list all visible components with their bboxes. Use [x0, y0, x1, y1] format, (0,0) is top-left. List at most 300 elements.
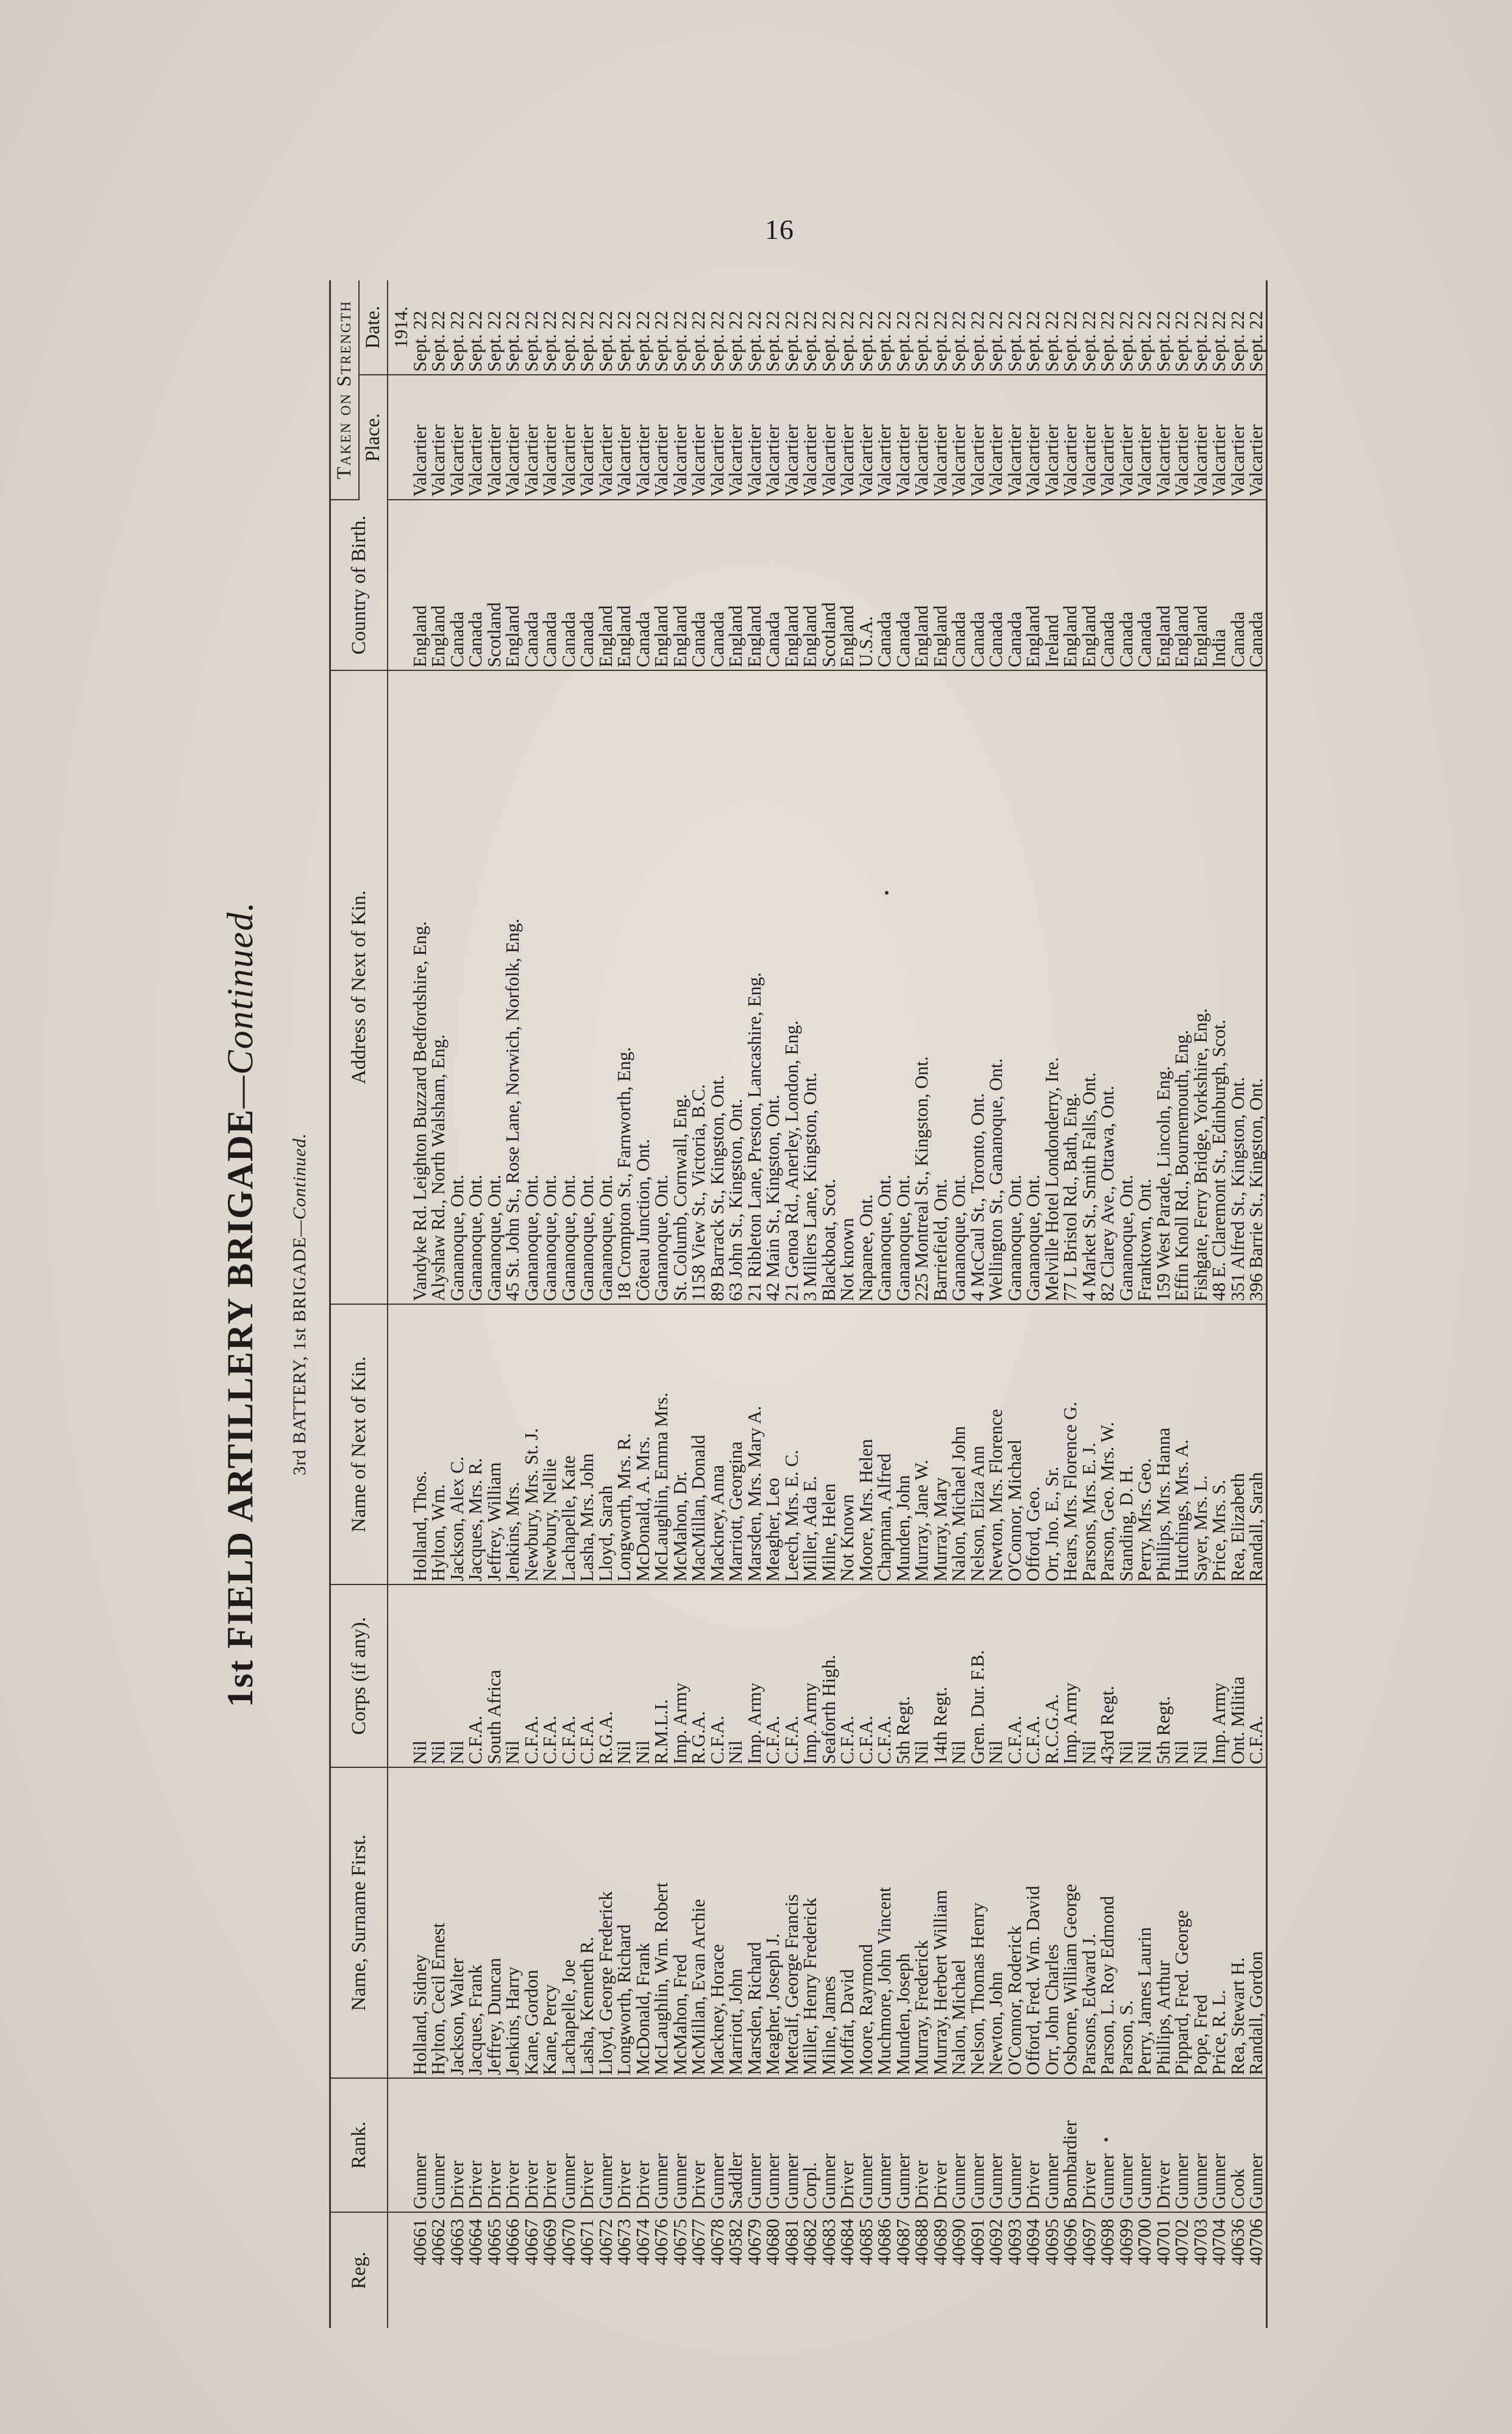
cell-corps: C.F.A.: [857, 1584, 876, 1767]
cell-next-of-kin: Nalon, Michael John: [949, 1304, 968, 1584]
cell-rank: Gunner: [1191, 2078, 1210, 2212]
cell-place: Valcartier: [1024, 375, 1043, 500]
cell-date: Sept. 22: [485, 280, 504, 375]
cell-country: England: [503, 500, 522, 670]
cell-corps: C.F.A.: [783, 1584, 801, 1767]
cell-country: Canada: [559, 500, 578, 670]
cell-corps: Imp. Army: [1210, 1584, 1229, 1767]
cell-place: Valcartier: [820, 375, 839, 500]
cell-name: Lachapelle, Joe: [559, 1767, 578, 2078]
rotated-roll: [207, 280, 1505, 2328]
table-row: [783, 280, 801, 2328]
cell-rank: Driver: [541, 2078, 559, 2212]
cell-country: Ireland: [1043, 500, 1062, 670]
cell-address: Gananoque, Ont.: [894, 670, 913, 1304]
cell-reg: 40677: [688, 2219, 709, 2266]
cell-rank: Corpl.: [801, 2078, 820, 2212]
table-row: [466, 280, 485, 2328]
cell-reg: 40680: [762, 2219, 783, 2266]
cell-address: 21 Genoa Rd., Anerley, London, Eng.: [783, 670, 801, 1304]
cell-date: Sept. 22: [1061, 280, 1080, 375]
cell-reg: 40684: [837, 2219, 857, 2266]
table-row: [1061, 280, 1080, 2328]
cell-rank: Gunner: [764, 2078, 783, 2212]
cell-rank: Driver: [578, 2078, 597, 2212]
cell-rank: Driver: [838, 2078, 857, 2212]
cell-reg: 40665: [483, 2219, 505, 2266]
cell-country: England: [912, 500, 931, 670]
cell-corps: Nil: [634, 1584, 653, 1767]
cell-place: Valcartier: [745, 375, 764, 500]
cell-place: Valcartier: [485, 375, 504, 500]
cell-reg: 40682: [800, 2219, 820, 2266]
cell-next-of-kin: Holland, Thos.: [411, 1304, 430, 1584]
cell-name: Parson, S.: [1117, 1767, 1136, 2078]
cell-rank: Driver: [615, 2078, 634, 2212]
cell-country: Canada: [968, 500, 987, 670]
cell-place: Valcartier: [671, 375, 690, 500]
cell-country: Canada: [708, 500, 727, 670]
cell-place: Valcartier: [634, 375, 653, 500]
table-row: [875, 280, 894, 2328]
cell-rank: Driver: [689, 2078, 708, 2212]
table-row: [1173, 280, 1191, 2328]
cell-next-of-kin: Munden, John: [894, 1304, 913, 1584]
cell-reg: 40686: [874, 2219, 895, 2266]
cell-next-of-kin: McDonald, A. Mrs.: [634, 1304, 653, 1584]
cell-rank: Gunner: [820, 2078, 839, 2212]
cell-name: Offord, Fred. Wm. David: [1024, 1767, 1043, 2078]
cell-reg: 40697: [1078, 2219, 1099, 2266]
cell-address: 3 Millers Lane, Kingston, Ont.: [801, 670, 820, 1304]
cell-address: Blackboat, Scot.: [820, 670, 839, 1304]
cell-address: 396 Barrie St., Kingston, Ont.: [1247, 670, 1266, 1304]
header-date: Date.: [359, 280, 388, 375]
cell-corps: Nil: [1135, 1584, 1154, 1767]
cell-corps: Imp. Army: [745, 1584, 764, 1767]
cell-reg: 40662: [428, 2219, 449, 2266]
cell-name: Pippard, Fred. George: [1173, 1767, 1191, 2078]
cell-corps: Ont. Militia: [1229, 1584, 1248, 1767]
cell-country: England: [1061, 500, 1080, 670]
cell-address: 89 Barrack St., Kingston, Ont.: [708, 670, 727, 1304]
cell-date: Sept. 22: [838, 280, 857, 375]
cell-place: Valcartier: [1191, 375, 1210, 500]
cell-rank: Gunner: [429, 2078, 448, 2212]
cell-country: Canada: [1098, 500, 1117, 670]
cell-name: Moore, Raymond: [857, 1767, 876, 2078]
table-row: [1117, 280, 1136, 2328]
cell-country: Canada: [1229, 500, 1248, 670]
cell-country: England: [801, 500, 820, 670]
cell-country: India: [1210, 500, 1229, 670]
cell-country: England: [1173, 500, 1191, 670]
cell-address: Gananoque, Ont.: [597, 670, 616, 1304]
cell-reg: 40700: [1134, 2219, 1155, 2266]
cell-next-of-kin: Price, Mrs. S.: [1210, 1304, 1229, 1584]
cell-rank: Driver: [1080, 2078, 1099, 2212]
cell-rank: Cook: [1229, 2078, 1248, 2212]
cell-name: Moffat, David: [838, 1767, 857, 2078]
cell-reg: 40702: [1171, 2219, 1192, 2266]
cell-name: Rea, Stewart H.: [1229, 1767, 1248, 2078]
cell-corps: C.F.A.: [838, 1584, 857, 1767]
cell-address: Gananoque, Ont.: [652, 670, 671, 1304]
table-row: [671, 280, 690, 2328]
cell-date: Sept. 22: [541, 280, 559, 375]
cell-rank: Driver: [1154, 2078, 1173, 2212]
cell-address: 42 Main St., Kingston, Ont.: [764, 670, 783, 1304]
cell-corps: Gren. Dur. F.B.: [968, 1584, 987, 1767]
cell-date: Sept. 22: [894, 280, 913, 375]
cell-reg: 40636: [1227, 2219, 1248, 2266]
cell-reg: 40703: [1190, 2219, 1211, 2266]
cell-name: McMillan, Evan Archie: [689, 1767, 708, 2078]
table-row: [429, 280, 448, 2328]
table-row: [857, 280, 876, 2328]
cell-place: Valcartier: [411, 375, 430, 500]
table-row: [1043, 280, 1062, 2328]
table-row: [949, 280, 968, 2328]
table-row: [615, 280, 634, 2328]
cell-reg: 40696: [1060, 2219, 1081, 2266]
cell-rank: Gunner: [783, 2078, 801, 2212]
cell-next-of-kin: McMahon, Dr.: [671, 1304, 690, 1584]
cell-address: Gananoque, Ont.: [448, 670, 467, 1304]
cell-corps: Nil: [987, 1584, 1006, 1767]
cell-address: Gananoque, Ont.: [1024, 670, 1043, 1304]
cell-next-of-kin: Lasha, Mrs. John: [578, 1304, 597, 1584]
cell-date: Sept. 22: [689, 280, 708, 375]
table-row: [987, 280, 1006, 2328]
cell-date: Sept. 22: [931, 280, 950, 375]
table-row: [597, 280, 616, 2328]
cell-place: Valcartier: [578, 375, 597, 500]
cell-address: Effin Knoll Rd., Bournemouth, Eng.: [1173, 670, 1191, 1304]
cell-corps: Nil: [1191, 1584, 1210, 1767]
cell-corps: Nil: [615, 1584, 634, 1767]
table-row: [448, 280, 467, 2328]
cell-country: England: [1080, 500, 1099, 670]
cell-name: McMahon, Fred: [671, 1767, 690, 2078]
cell-corps: Nil: [429, 1584, 448, 1767]
cell-name: Lloyd, George Frederick: [597, 1767, 616, 2078]
cell-corps: 43rd Regt.: [1098, 1584, 1117, 1767]
cell-rank: Driver: [1024, 2078, 1043, 2212]
header-address: Address of Next of Kin.: [330, 670, 388, 1304]
table-row: [764, 280, 783, 2328]
table-row: [968, 280, 987, 2328]
cell-address: Gananoque, Ont.: [559, 670, 578, 1304]
cell-date: Sept. 22: [820, 280, 839, 375]
cell-place: Valcartier: [559, 375, 578, 500]
cell-date: Sept. 22: [1229, 280, 1248, 375]
cell-date: Sept. 22: [857, 280, 876, 375]
cell-name: Jeffrey, Duncan: [485, 1767, 504, 2078]
table-row: [801, 280, 820, 2328]
cell-corps: C.F.A.: [1247, 1584, 1266, 1767]
cell-address: Gananoque, Ont.: [466, 670, 485, 1304]
cell-place: Valcartier: [689, 375, 708, 500]
cell-name: Jenkins, Harry: [503, 1767, 522, 2078]
cell-country: Canada: [689, 500, 708, 670]
table-row: [820, 280, 839, 2328]
cell-rank: Bombardier: [1061, 2078, 1080, 2212]
cell-address: 4 Market St., Smith Falls, Ont.: [1080, 670, 1099, 1304]
cell-date: Sept. 22: [1135, 280, 1154, 375]
cell-corps: Nil: [411, 1584, 430, 1767]
cell-name: Newton, John: [987, 1767, 1006, 2078]
cell-place: Valcartier: [838, 375, 857, 500]
cell-date: Sept. 22: [726, 280, 745, 375]
cell-corps: R.G.A.: [689, 1584, 708, 1767]
cell-reg: 40698: [1097, 2219, 1118, 2266]
header-next-of-kin: Name of Next of Kin.: [330, 1304, 388, 1584]
cell-rank: Gunner: [949, 2078, 968, 2212]
cell-rank: Gunner: [1247, 2078, 1266, 2212]
cell-rank: Driver: [448, 2078, 467, 2212]
cell-corps: Imp. Army: [1061, 1584, 1080, 1767]
cell-reg: 40704: [1209, 2219, 1229, 2266]
cell-address: Gananoque, Ont.: [541, 670, 559, 1304]
cell-reg: 40661: [409, 2219, 430, 2266]
subtitle-text: 3rd BATTERY, 1st BRIGADE: [289, 1237, 310, 1475]
cell-country: England: [652, 500, 671, 670]
cell-country: Canada: [1247, 500, 1266, 670]
cell-reg: 40691: [967, 2219, 988, 2266]
cell-address: Alyshaw Rd., North Walsham, Eng.: [429, 670, 448, 1304]
cell-date: Sept. 22: [1043, 280, 1062, 375]
cell-next-of-kin: Newbury, Nellie: [541, 1304, 559, 1584]
table-row: [912, 280, 931, 2328]
cell-reg: 40666: [502, 2219, 523, 2266]
cell-country: Canada: [578, 500, 597, 670]
cell-next-of-kin: Lachapelle, Kate: [559, 1304, 578, 1584]
cell-corps: C.F.A.: [708, 1584, 727, 1767]
cell-date: Sept. 22: [559, 280, 578, 375]
cell-address: Melville Hotel Londonderry, Ire.: [1043, 670, 1062, 1304]
cell-rank: Gunner: [671, 2078, 690, 2212]
cell-name: Miller, Henry Frederick: [801, 1767, 820, 2078]
cell-corps: C.F.A.: [559, 1584, 578, 1767]
cell-place: Valcartier: [1135, 375, 1154, 500]
cell-country: England: [1191, 500, 1210, 670]
cell-rank: Gunner: [1098, 2078, 1117, 2212]
cell-place: Valcartier: [541, 375, 559, 500]
cell-name: Mackney, Horace: [708, 1767, 727, 2078]
table-row: [1191, 280, 1210, 2328]
cell-name: Phillips, Arthur: [1154, 1767, 1173, 2078]
header-corps: Corps (if any).: [330, 1584, 388, 1767]
cell-corps: Imp. Army: [801, 1584, 820, 1767]
cell-place: Valcartier: [1117, 375, 1136, 500]
cell-place: Valcartier: [912, 375, 931, 500]
cell-reg: 40685: [855, 2219, 876, 2266]
cell-next-of-kin: Not Known: [838, 1304, 857, 1584]
cell-name: Nalon, Michael: [949, 1767, 968, 2078]
cell-address: St. Columb, Cornwall, Eng.: [671, 670, 690, 1304]
cell-date: Sept. 22: [764, 280, 783, 375]
cell-country: England: [411, 500, 430, 670]
table-row: [634, 280, 653, 2328]
cell-next-of-kin: Offord, Geo.: [1024, 1304, 1043, 1584]
cell-rank: Gunner: [559, 2078, 578, 2212]
cell-name: Osborne, William George: [1061, 1767, 1080, 2078]
table-row: [1247, 280, 1266, 2328]
cell-reg: 40672: [595, 2219, 616, 2266]
cell-corps: Nil: [1117, 1584, 1136, 1767]
cell-corps: 5th Regt.: [894, 1584, 913, 1767]
cell-place: Valcartier: [1098, 375, 1117, 500]
cell-place: Valcartier: [857, 375, 876, 500]
cell-date: Sept. 22: [411, 280, 430, 375]
cell-address: 159 West Parade, Lincoln, Eng.: [1154, 670, 1173, 1304]
cell-corps: Seaforth High.: [820, 1584, 839, 1767]
title-text: 1st FIELD ARTILLERY BRIGADE: [220, 1108, 260, 1708]
cell-rank: Gunner: [1210, 2078, 1229, 2212]
cell-rank: Gunner: [1117, 2078, 1136, 2212]
cell-country: Canada: [448, 500, 467, 670]
cell-address: Franktown, Ont.: [1135, 670, 1154, 1304]
cell-reg: 40582: [725, 2219, 746, 2266]
cell-next-of-kin: Newton, Mrs. Florence: [987, 1304, 1006, 1584]
cell-date: Sept. 22: [1210, 280, 1229, 375]
cell-next-of-kin: O'Connor, Michael: [1006, 1304, 1024, 1584]
year-label: 1914.: [388, 280, 411, 375]
cell-place: Valcartier: [968, 375, 987, 500]
title-continued: —Continued.: [220, 901, 260, 1109]
cell-place: Valcartier: [764, 375, 783, 500]
cell-place: Valcartier: [1229, 375, 1248, 500]
cell-country: Canada: [987, 500, 1006, 670]
cell-rank: Saddler: [726, 2078, 745, 2212]
cell-reg: 40664: [465, 2219, 486, 2266]
cell-reg: 40679: [744, 2219, 765, 2266]
cell-place: Valcartier: [503, 375, 522, 500]
header-rank: Rank.: [330, 2078, 388, 2212]
cell-next-of-kin: McLaughlin, Emma Mrs.: [652, 1304, 671, 1584]
table-row: [1098, 280, 1117, 2328]
cell-country: Canada: [949, 500, 968, 670]
cell-place: Valcartier: [1154, 375, 1173, 500]
cell-corps: Nil: [448, 1584, 467, 1767]
cell-name: Meagher, Joseph J.: [764, 1767, 783, 2078]
cell-next-of-kin: Marriott, Georgina: [726, 1304, 745, 1584]
cell-reg: 40692: [985, 2219, 1006, 2266]
cell-rank: Gunner: [987, 2078, 1006, 2212]
cell-corps: Nil: [726, 1584, 745, 1767]
table-row: [652, 280, 671, 2328]
cell-reg: 40675: [669, 2219, 690, 2266]
cell-place: Valcartier: [801, 375, 820, 500]
cell-address: Gananoque, Ont.: [1006, 670, 1024, 1304]
cell-country: England: [671, 500, 690, 670]
cell-country: England: [726, 500, 745, 670]
cell-rank: Gunner: [875, 2078, 894, 2212]
cell-next-of-kin: Longworth, Mrs. R.: [615, 1304, 634, 1584]
cell-address: 82 Clarey Ave., Ottawa, Ont.: [1098, 670, 1117, 1304]
cell-country: England: [931, 500, 950, 670]
cell-address: 225 Montreal St., Kingston, Ont.: [912, 670, 931, 1304]
cell-country: England: [1024, 500, 1043, 670]
cell-country: England: [783, 500, 801, 670]
table-row: [689, 280, 708, 2328]
cell-reg: 40689: [929, 2219, 951, 2266]
cell-date: Sept. 22: [801, 280, 820, 375]
cell-name: Randall, Gordon: [1247, 1767, 1266, 2078]
cell-rank: Gunner: [968, 2078, 987, 2212]
cell-address: Gananoque, Ont.: [1117, 670, 1136, 1304]
table-row: [1229, 280, 1248, 2328]
cell-rank: Gunner: [1173, 2078, 1191, 2212]
cell-rank: Driver: [931, 2078, 950, 2212]
year-row: [388, 280, 411, 2328]
cell-address: Gananoque, Ont.: [578, 670, 597, 1304]
cell-next-of-kin: Orr, Jno. E., Sr.: [1043, 1304, 1062, 1584]
cell-date: Sept. 22: [503, 280, 522, 375]
cell-next-of-kin: Meagher, Leo: [764, 1304, 783, 1584]
cell-name: McDonald, Frank: [634, 1767, 653, 2078]
cell-next-of-kin: Hears, Mrs. Florence G.: [1061, 1304, 1080, 1584]
cell-date: Sept. 22: [968, 280, 987, 375]
table-row: [1080, 280, 1099, 2328]
cell-name: Murray, Frederick: [912, 1767, 931, 2078]
cell-name: Nelson, Thomas Henry: [968, 1767, 987, 2078]
cell-place: Valcartier: [1043, 375, 1062, 500]
cell-address: Gananoque, Ont.: [875, 670, 894, 1304]
cell-address: Wellington St., Gananoque, Ont.: [987, 670, 1006, 1304]
header-place: Place.: [359, 375, 388, 500]
cell-address: 21 Ribleton Lane, Preston, Lancashire, Eng.: [745, 670, 764, 1304]
cell-next-of-kin: Perry, Mrs. Geo.: [1135, 1304, 1154, 1584]
table-row: [726, 280, 745, 2328]
cell-corps: C.F.A.: [578, 1584, 597, 1767]
cell-date: Sept. 22: [912, 280, 931, 375]
cell-date: Sept. 22: [429, 280, 448, 375]
cell-place: Valcartier: [1173, 375, 1191, 500]
cell-rank: Driver: [485, 2078, 504, 2212]
cell-address: 45 St. John St., Rose Lane, Norwich, Norfolk, Eng.: [503, 670, 522, 1304]
header-country: Country of Birth.: [330, 500, 388, 670]
cell-rank: Gunner: [857, 2078, 876, 2212]
cell-next-of-kin: Jackson, Alex C.: [448, 1304, 467, 1584]
cell-address: 18 Crompton St., Farnworth, Eng.: [615, 670, 634, 1304]
cell-corps: C.F.A.: [522, 1584, 541, 1767]
cell-corps: R.C.G.A.: [1043, 1584, 1062, 1767]
cell-address: Gananoque, Ont.: [485, 670, 504, 1304]
cell-rank: Gunner: [652, 2078, 671, 2212]
table-row: [1024, 280, 1043, 2328]
cell-country: U.S.A.: [857, 500, 876, 670]
cell-rank: Gunner: [1006, 2078, 1024, 2212]
cell-country: Canada: [894, 500, 913, 670]
cell-corps: Nil: [1173, 1584, 1191, 1767]
cell-place: Valcartier: [597, 375, 616, 500]
cell-next-of-kin: Sayer, Mrs. L.: [1191, 1304, 1210, 1584]
cell-place: Valcartier: [615, 375, 634, 500]
cell-date: Sept. 22: [987, 280, 1006, 375]
cell-date: Sept. 22: [1024, 280, 1043, 375]
cell-corps: C.F.A.: [875, 1584, 894, 1767]
cell-date: Sept. 22: [615, 280, 634, 375]
cell-country: Canada: [875, 500, 894, 670]
cell-address: 351 Alfred St., Kingston, Ont.: [1229, 670, 1248, 1304]
cell-date: Sept. 22: [745, 280, 764, 375]
cell-next-of-kin: Leech, Mrs. E. C.: [783, 1304, 801, 1584]
cell-corps: Nil: [949, 1584, 968, 1767]
cell-date: Sept. 22: [634, 280, 653, 375]
cell-date: Sept. 22: [708, 280, 727, 375]
